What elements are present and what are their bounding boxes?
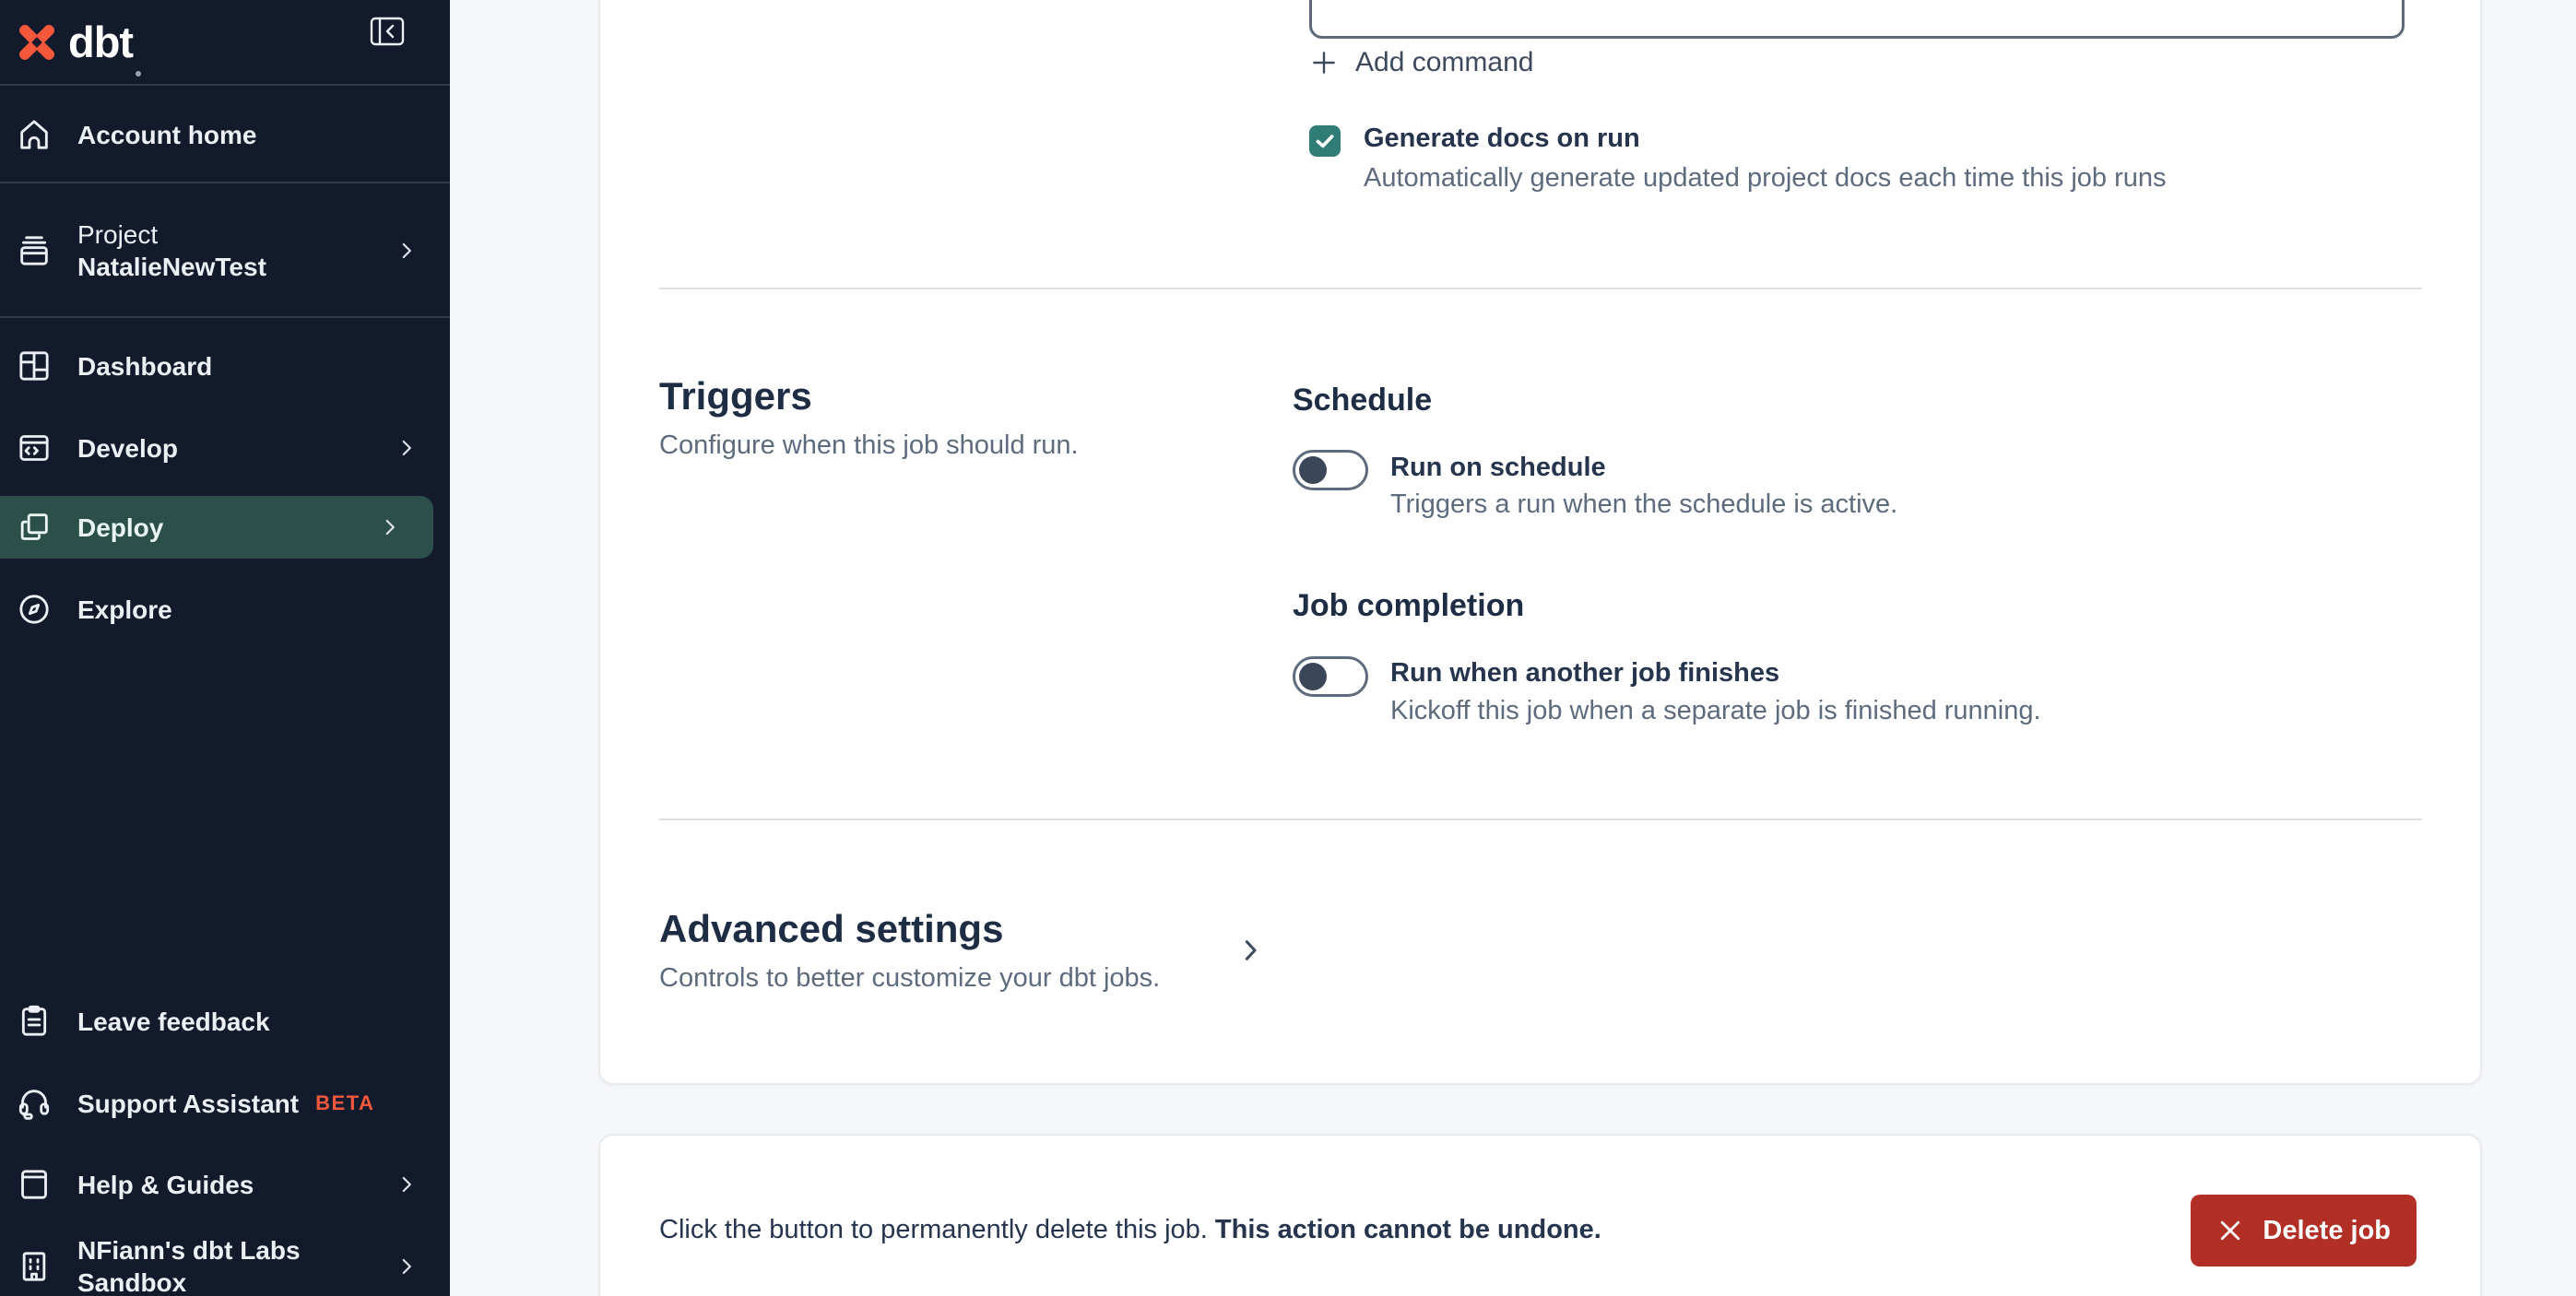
sidebar-item-dashboard[interactable] <box>0 333 450 399</box>
toggle-knob <box>1299 456 1327 484</box>
sidebar-item-label: Account home <box>77 120 257 149</box>
danger-zone-card <box>598 1134 2482 1296</box>
project-name: NatalieNewTest <box>77 253 266 281</box>
chevron-right-icon <box>395 1172 419 1196</box>
sidebar-item-project[interactable] <box>0 201 450 300</box>
building-icon <box>15 1247 53 1286</box>
delete-warning-text <box>659 1215 1601 1245</box>
project-icon <box>15 231 53 270</box>
sidebar-item-label: Develop <box>77 433 178 463</box>
main-content <box>450 0 2576 1296</box>
advanced-settings-expand-icon[interactable] <box>1235 935 1266 966</box>
delete-warning-emphasis: This action cannot be undone. <box>1214 1215 1601 1244</box>
add-command-button[interactable] <box>1309 41 1533 85</box>
schedule-title: Schedule <box>1293 383 1433 418</box>
delete-job-button[interactable] <box>2191 1195 2416 1267</box>
home-icon <box>15 115 53 154</box>
sidebar-item-label: Deploy <box>77 513 164 542</box>
logo-trademark-dot <box>136 71 141 77</box>
beta-badge: BETA <box>315 1091 375 1114</box>
develop-icon <box>15 429 53 467</box>
dbt-logo-icon <box>13 18 61 66</box>
sidebar-divider <box>0 84 450 86</box>
job-settings-card <box>598 0 2482 1085</box>
sidebar-item-label: Dashboard <box>77 351 213 381</box>
chevron-right-icon <box>395 436 419 460</box>
plus-icon <box>1309 48 1339 77</box>
sidebar-item-support-assistant[interactable] <box>0 1070 450 1137</box>
sidebar-item-deploy[interactable] <box>0 496 433 559</box>
command-input[interactable] <box>1309 0 2405 39</box>
sidebar-item-explore[interactable] <box>0 576 450 642</box>
sidebar-item-label <box>77 218 266 283</box>
section-divider <box>659 819 2422 820</box>
sidebar-divider <box>0 316 450 318</box>
sidebar-item-label: Leave feedback <box>77 1007 270 1036</box>
sidebar-item-label: Explore <box>77 595 172 624</box>
run-when-job-finishes-label: Run when another job finishes <box>1390 658 1780 688</box>
delete-warning-normal: Click the button to permanently delete this job. <box>659 1215 1215 1244</box>
check-icon <box>1313 129 1337 153</box>
deploy-icon <box>15 508 53 547</box>
sidebar-item-develop[interactable] <box>0 415 450 481</box>
sidebar-item-leave-feedback[interactable] <box>0 988 450 1054</box>
sidebar-divider <box>0 182 450 183</box>
generate-docs-checkbox[interactable] <box>1309 125 1341 157</box>
chevron-right-icon <box>395 1255 419 1278</box>
headset-icon <box>15 1084 53 1123</box>
dashboard-icon <box>15 347 53 385</box>
chevron-right-icon <box>395 239 419 263</box>
toggle-knob <box>1299 663 1327 690</box>
run-when-job-finishes-toggle[interactable] <box>1293 656 1368 697</box>
triggers-title: Triggers <box>659 374 812 418</box>
run-on-schedule-toggle[interactable] <box>1293 450 1368 490</box>
sidebar-item-account-switcher[interactable] <box>0 1233 450 1296</box>
advanced-settings-subtitle: Controls to better customize your dbt jobs. <box>659 963 1161 993</box>
add-command-label: Add command <box>1355 47 1534 77</box>
sidebar-item-label: NFiann's dbt Labs Sandbox <box>77 1236 301 1296</box>
section-divider <box>659 288 2422 289</box>
sidebar <box>0 0 450 1296</box>
run-on-schedule-label: Run on schedule <box>1390 453 1606 482</box>
run-on-schedule-description: Triggers a run when the schedule is active. <box>1390 489 1898 519</box>
logo-text: dbt <box>68 18 134 66</box>
project-prefix: Project <box>77 220 159 249</box>
generate-docs-label: Generate docs on run <box>1364 124 1640 153</box>
sidebar-collapse-icon[interactable] <box>369 16 406 47</box>
sidebar-item-help-guides[interactable] <box>0 1151 450 1218</box>
advanced-settings-title: Advanced settings <box>659 907 1004 950</box>
book-icon <box>15 1165 53 1204</box>
triggers-subtitle: Configure when this job should run. <box>659 430 1079 460</box>
logo-row <box>0 0 450 84</box>
delete-job-label: Delete job <box>2263 1215 2391 1245</box>
clipboard-icon <box>15 1002 53 1041</box>
run-when-job-finishes-description: Kickoff this job when a separate job is finished running. <box>1390 696 2041 725</box>
sidebar-item-account-home[interactable] <box>0 101 450 168</box>
x-icon <box>2216 1217 2244 1244</box>
compass-icon <box>15 590 53 629</box>
sidebar-item-label: Help & Guides <box>77 1170 254 1199</box>
chevron-right-icon <box>378 515 402 539</box>
sidebar-item-label: Support Assistant <box>77 1089 300 1118</box>
job-completion-title: Job completion <box>1293 588 1525 623</box>
generate-docs-description: Automatically generate updated project docs each time this job runs <box>1364 163 2167 193</box>
